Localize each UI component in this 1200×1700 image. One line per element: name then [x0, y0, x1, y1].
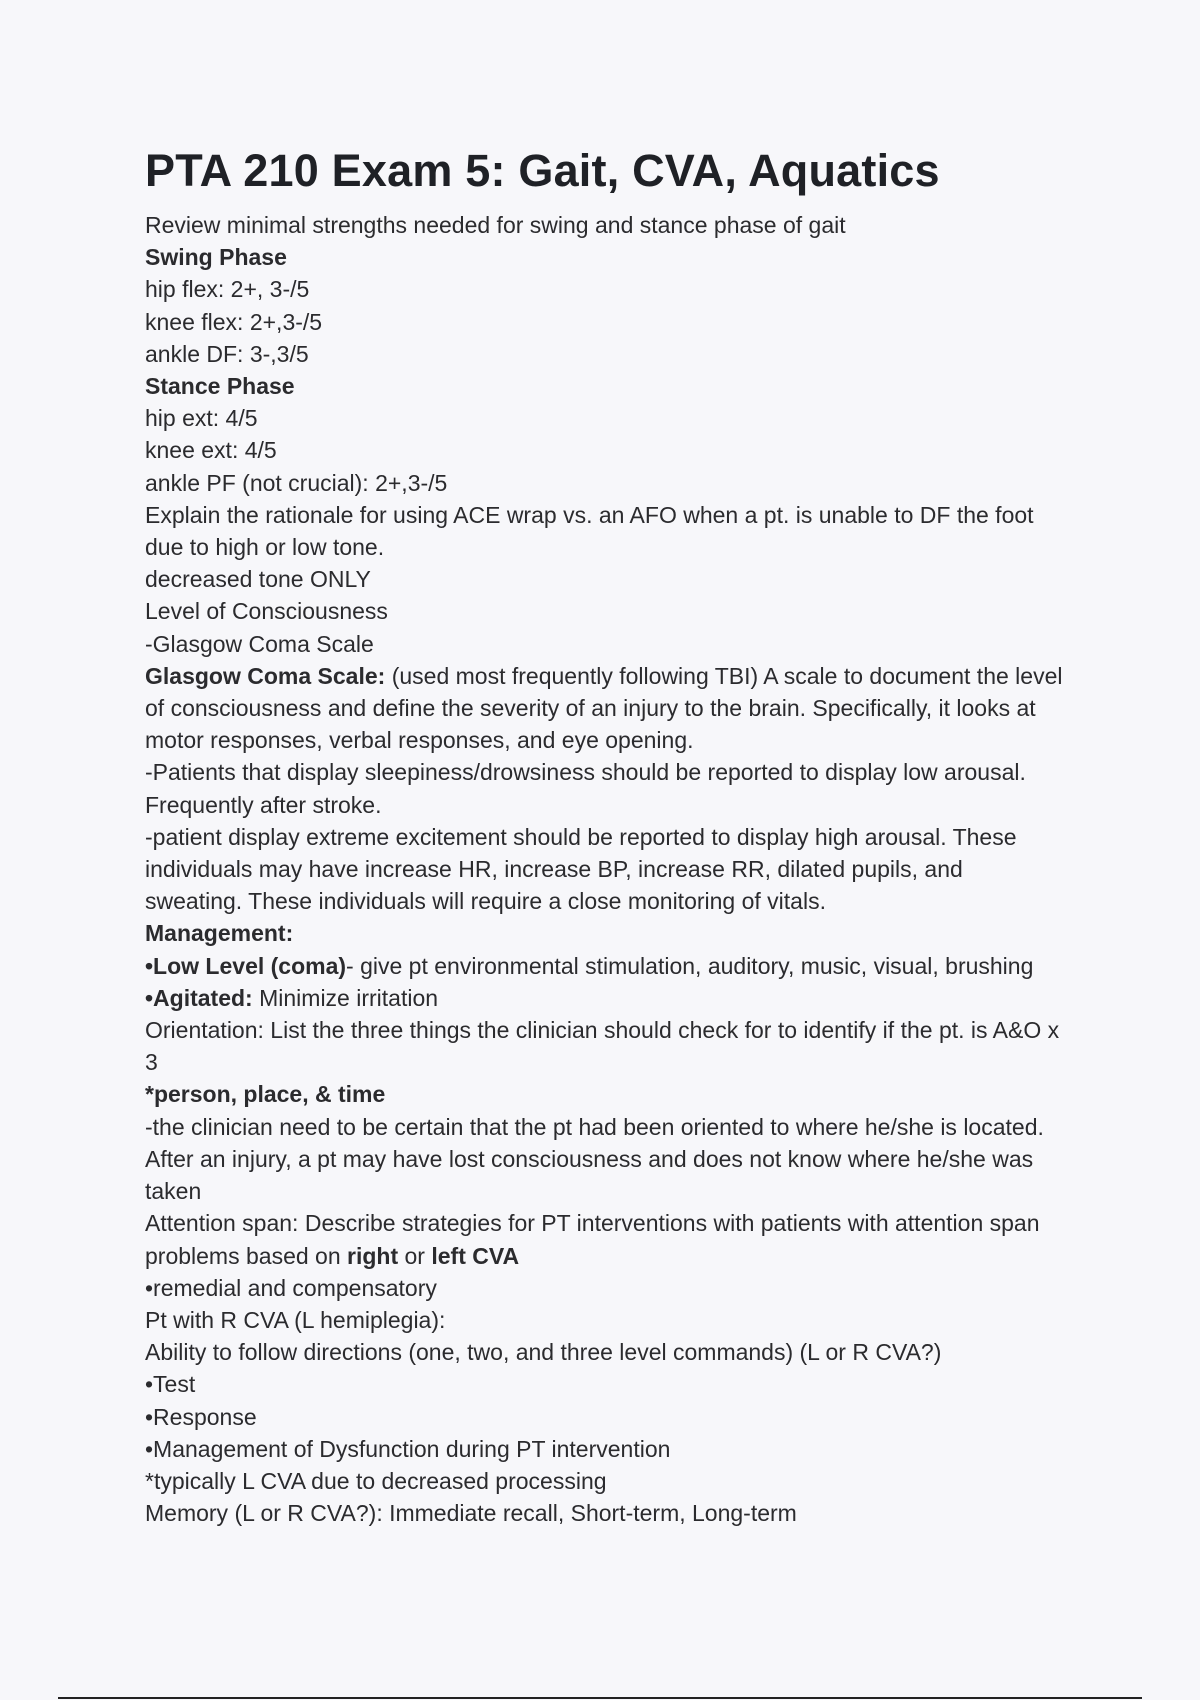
management-dysfunction-item: •Management of Dysfunction during PT intervention — [145, 1435, 671, 1462]
hip-ext-line: hip ext: 4/5 — [145, 405, 258, 432]
directions-question: Ability to follow directions (one, two, and three level commands) (L or R CVA?) — [145, 1339, 942, 1366]
agitated-text: Minimize irritation — [252, 984, 439, 1011]
test-item: •Test — [145, 1371, 196, 1398]
intro-line: Review minimal strengths needed for swing and stance phase of gait — [145, 212, 846, 238]
gcs-line: -Glasgow Coma Scale — [145, 630, 374, 657]
orientation-answer: *person, place, & time — [145, 1081, 386, 1108]
ace-wrap-question: Explain the rationale for using ACE wrap vs. an AFO when a pt. is unable to DF the foot due to high or low tone. — [145, 501, 1034, 561]
memory-question: Memory (L or R CVA?): Immediate recall, Short-term, Long-term — [145, 1500, 797, 1527]
ankle-df-line: ankle DF: 3-,3/5 — [145, 340, 309, 367]
orientation-explanation: -the clinician need to be certain that the pt had been oriented to where he/she is located. After an injury, a pt may have lost consciousness and does not know where he/she was taken — [145, 1113, 1044, 1205]
hip-flex-line: hip flex: 2+, 3-/5 — [145, 276, 310, 303]
agitated-item — [145, 982, 1065, 1014]
stance-phase-heading: Stance Phase — [145, 373, 295, 400]
decreased-tone-line: decreased tone ONLY — [145, 566, 371, 593]
low-arousal-line: -Patients that display sleepiness/drowsiness should be reported to display low arousal. Frequently after stroke. — [145, 759, 1026, 818]
loc-heading: Level of Consciousness — [145, 598, 388, 625]
low-level-text: - give pt environmental stimulation, auditory, music, visual, brushing — [346, 952, 1034, 979]
ankle-pf-line: ankle PF (not crucial): 2+,3-/5 — [145, 469, 448, 496]
attention-right-term: right — [347, 1242, 399, 1269]
agitated-term: •Agitated: — [145, 984, 253, 1011]
attention-or-text: or — [398, 1242, 432, 1269]
page-bottom-rule — [58, 1697, 1142, 1699]
low-level-term: •Low Level (coma) — [145, 952, 347, 979]
knee-flex-line: knee flex: 2+,3-/5 — [145, 308, 323, 335]
document-title: PTA 210 Exam 5: Gait, CVA, Aquatics — [145, 145, 940, 196]
knee-ext-line: knee ext: 4/5 — [145, 437, 277, 464]
orientation-question: Orientation: List the three things the clinician should check for to identify if the pt. is A&O x 3 — [145, 1017, 1060, 1076]
attention-span-text: Attention span: Describe strategies for PT interventions with patients with attention span problems based on — [145, 1210, 1040, 1269]
response-item: •Response — [145, 1403, 257, 1430]
gcs-definition — [145, 660, 1065, 757]
attention-left-term: left CVA — [431, 1242, 520, 1269]
remedial-item: •remedial and compensatory — [145, 1274, 437, 1301]
low-level-item — [145, 950, 1065, 982]
swing-phase-heading: Swing Phase — [145, 244, 287, 271]
attention-span-question — [145, 1207, 1065, 1271]
document-page — [145, 143, 1065, 1529]
management-heading: Management: — [145, 920, 294, 947]
gcs-term: Glasgow Coma Scale: — [145, 662, 386, 689]
r-cva-line: Pt with R CVA (L hemiplegia): — [145, 1306, 446, 1333]
l-cva-note: *typically L CVA due to decreased processing — [145, 1467, 607, 1494]
high-arousal-line: -patient display extreme excitement should be reported to display high arousal. These individuals may have increase HR, increase BP, increase RR, dilated pupils, and sweating. These individuals will require a close monitoring of vitals. — [145, 823, 1017, 915]
gcs-text: (used most frequently following TBI) A scale to document the level of consciousness and define the severity of an injury to the brain. Specifically, it looks at motor responses, verbal responses, and eye opening. — [145, 662, 1063, 754]
